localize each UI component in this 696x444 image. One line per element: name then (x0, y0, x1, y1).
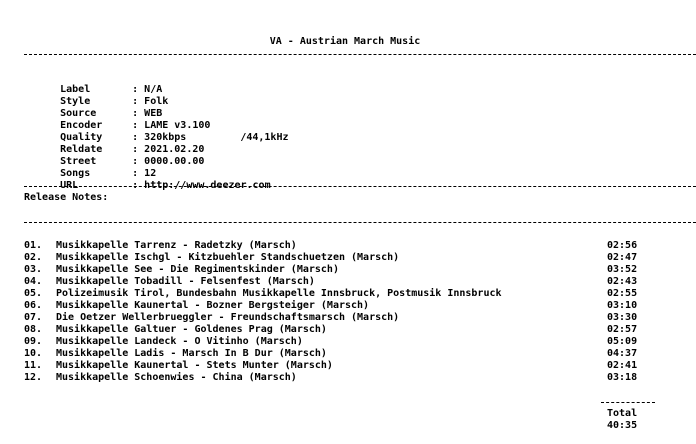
track-duration: 02:56 (607, 240, 638, 251)
divider (0, 216, 696, 228)
track-row (0, 300, 672, 312)
track-title: Musikkapelle Galtuer - Goldenes Prag (Marsch) (56, 324, 327, 335)
info-value: Folk (144, 96, 169, 107)
info-key: Label (60, 84, 91, 95)
track-number: 02. (24, 252, 43, 263)
track-title: Musikkapelle Kaunertal - Bozner Bergsteiger (Marsch) (56, 300, 370, 311)
track-row (0, 372, 672, 384)
track-number: 03. (24, 264, 43, 275)
info-row-encoder: Encoder : LAME v3.100 (60, 120, 211, 131)
total-label: Total (607, 408, 638, 419)
track-title: Musikkapelle See - Die Regimentskinder (Marsch) (56, 264, 339, 275)
track-duration: 03:52 (607, 264, 638, 275)
total-time-row (0, 420, 696, 432)
track-title: Musikkapelle Ladis - Marsch In B Dur (Marsch) (56, 348, 327, 359)
track-duration: 03:30 (607, 312, 638, 323)
info-key: Reldate (60, 144, 103, 155)
track-duration: 02:47 (607, 252, 638, 263)
track-duration: 02:55 (607, 288, 638, 299)
track-number: 09. (24, 336, 43, 347)
track-number: 08. (24, 324, 43, 335)
track-title: Musikkapelle Ischgl - Kitzbuehler Standschuetzen (Marsch) (56, 252, 400, 263)
nfo-document (0, 36, 696, 432)
total-label-row (0, 408, 696, 420)
track-row (0, 348, 672, 360)
track-duration: 03:10 (607, 300, 638, 311)
track-number: 05. (24, 288, 43, 299)
info-value: N/A (144, 84, 163, 95)
track-number: 11. (24, 360, 43, 371)
info-value: LAME v3.100 (144, 120, 211, 131)
track-row (0, 276, 672, 288)
track-duration: 02:43 (607, 276, 638, 287)
track-number: 06. (24, 300, 43, 311)
track-row (0, 324, 672, 336)
info-key: Encoder (60, 120, 103, 131)
track-duration: 02:57 (607, 324, 638, 335)
info-key: Quality (60, 132, 103, 143)
track-row (0, 360, 672, 372)
track-duration: 05:09 (607, 336, 638, 347)
info-row-source: Source : WEB (60, 108, 163, 119)
track-duration: 03:18 (607, 372, 638, 383)
track-title: Die Oetzer Wellerbrueggler - Freundschaftsmarsch (Marsch) (56, 312, 400, 323)
total-time: 40:35 (607, 420, 638, 431)
track-duration: 04:37 (607, 348, 638, 359)
track-row (0, 312, 672, 324)
track-number: 04. (24, 276, 43, 287)
info-row-reldate: Reldate : 2021.02.20 (60, 144, 205, 155)
track-number: 07. (24, 312, 43, 323)
track-title: Musikkapelle Tarrenz - Radetzky (Marsch) (56, 240, 297, 251)
track-row (0, 288, 672, 300)
info-row-quality: Quality : 320kbps /44,1kHz (60, 132, 289, 143)
info-row-label: Label : N/A (60, 84, 163, 95)
info-row-street: Street : 0000.00.00 (60, 156, 205, 167)
info-value: 320kbps (144, 132, 187, 143)
track-title: Musikkapelle Kaunertal - Stets Munter (Marsch) (56, 360, 333, 371)
track-row (0, 240, 672, 252)
track-title: Musikkapelle Tobadill - Felsenfest (Marsch) (56, 276, 315, 287)
info-value: 2021.02.20 (144, 144, 205, 155)
track-title: Musikkapelle Landeck - O Vitinho (Marsch) (56, 336, 303, 347)
tracklist (0, 240, 696, 384)
info-value: 0000.00.00 (144, 156, 205, 167)
info-key: Street (60, 156, 97, 167)
release-notes-label: Release Notes: (24, 192, 109, 203)
release-title: VA - Austrian March Music (269, 36, 421, 47)
info-key: Source (60, 108, 97, 119)
info-key: Style (60, 96, 91, 107)
divider (0, 48, 696, 60)
divider (0, 180, 696, 192)
track-number: 12. (24, 372, 43, 383)
info-row-songs: Songs : 12 (60, 168, 157, 179)
info-value: WEB (144, 108, 163, 119)
track-number: 01. (24, 240, 43, 251)
track-row (0, 336, 672, 348)
info-value: http://www.deezer.com (144, 180, 271, 191)
track-number: 10. (24, 348, 43, 359)
info-key: Songs (60, 168, 91, 179)
info-value-extra: /44,1kHz (240, 132, 289, 143)
track-row (0, 264, 672, 276)
track-duration: 02:41 (607, 360, 638, 371)
info-key: URL (60, 180, 79, 191)
track-title: Musikkapelle Schoenwies - China (Marsch) (56, 372, 297, 383)
info-row-style: Style : Folk (60, 96, 169, 107)
total-divider (0, 396, 696, 408)
info-value: 12 (144, 168, 157, 179)
info-row-url: URL : http://www.deezer.com (60, 180, 271, 191)
track-row (0, 252, 672, 264)
track-title: Polizeimusik Tirol, Bundesbahn Musikkapelle Innsbruck, Postmusik Innsbruck (56, 288, 502, 299)
info-block (0, 72, 696, 191)
